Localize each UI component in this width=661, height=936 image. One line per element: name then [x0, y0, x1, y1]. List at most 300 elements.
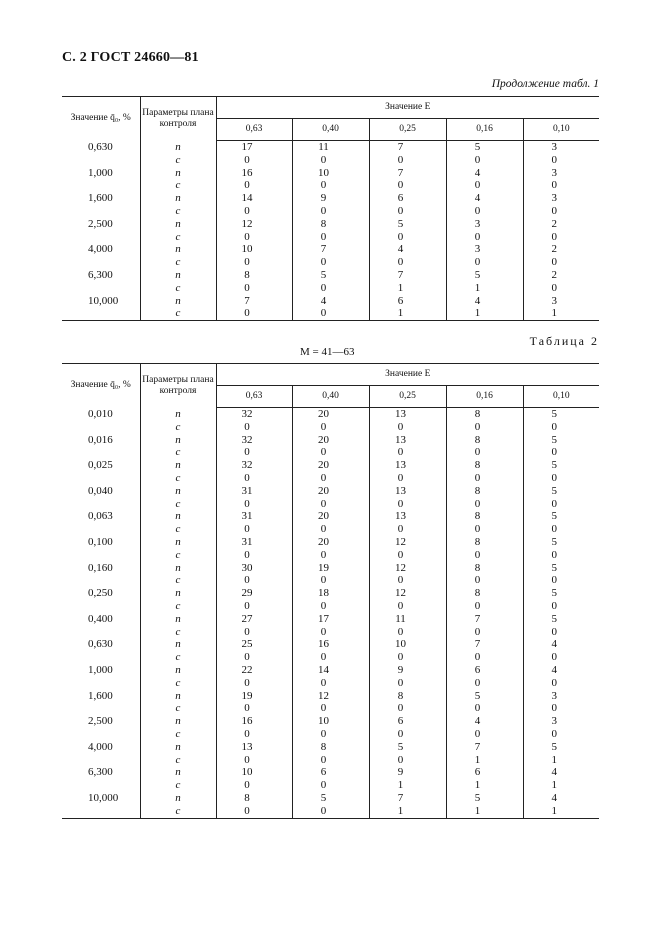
value-cell: 0 [292, 256, 369, 269]
param-symbol-cell: c [140, 205, 216, 218]
table-row [62, 651, 599, 664]
value-cell: 0 [292, 677, 369, 690]
value-cell: 8 [446, 434, 523, 447]
value-cell: 0 [216, 307, 292, 320]
value-cell: 20 [292, 510, 369, 523]
value-cell: 5 [523, 459, 599, 472]
value-cell: 0 [369, 205, 446, 218]
value-cell: 31 [241, 535, 253, 548]
value-cell: 8 [446, 408, 523, 421]
value-cell: 5 [523, 562, 599, 575]
value-cell: 11 [369, 613, 446, 626]
value-cell: 0 [523, 282, 599, 295]
table-row [62, 779, 599, 792]
value-cell: 0 [523, 498, 599, 511]
value-cell: 0 [523, 523, 599, 536]
param-symbol-cell: n [140, 434, 216, 447]
table-row [62, 741, 599, 754]
value-cell: 8 [446, 510, 523, 523]
value-cell: 20 [292, 536, 369, 549]
table-row [62, 446, 599, 459]
table-row [62, 587, 599, 600]
param-symbol-cell: n [140, 562, 216, 575]
q-value-cell [62, 728, 140, 741]
value-cell: 0 [369, 728, 446, 741]
table-row [62, 574, 599, 587]
value-cell: 32 [241, 433, 253, 446]
value-cell: 0 [523, 574, 599, 587]
table-row [62, 626, 599, 639]
value-cell: 4 [446, 192, 523, 205]
page-header: С. 2 ГОСТ 24660—81 [62, 50, 199, 65]
param-symbol-cell: c [140, 549, 216, 562]
e-group-header: Значение E [216, 97, 599, 119]
value-cell: 0 [446, 677, 523, 690]
value-cell: 0 [369, 256, 446, 269]
value-cell: 5 [446, 269, 523, 282]
value-cell: 0 [446, 256, 523, 269]
table-row [62, 766, 599, 779]
value-cell: 7 [446, 741, 523, 754]
q-value-cell [62, 549, 140, 562]
value-cell: 0 [244, 204, 250, 217]
value-cell: 0 [244, 599, 250, 612]
value-cell: 0 [369, 154, 446, 167]
value-cell: 1 [523, 754, 599, 767]
param-symbol-cell: n [140, 613, 216, 626]
value-cell: 19 [292, 562, 369, 575]
value-cell: 0 [369, 523, 446, 536]
value-cell: 12 [369, 536, 446, 549]
value-cell: 0 [369, 626, 446, 639]
value-cell: 6 [446, 766, 523, 779]
q-value-cell [62, 421, 140, 434]
value-cell: 12 [369, 562, 446, 575]
value-cell: 5 [369, 741, 446, 754]
value-cell: 0 [244, 230, 250, 243]
q-value-cell: 0,630 [62, 141, 140, 154]
continuation-caption: Продолжение табл. 1 [491, 78, 599, 90]
value-cell: 0 [292, 779, 369, 792]
e-value-header: 0,63 [216, 386, 292, 408]
param-symbol-cell: n [140, 141, 216, 154]
value-cell: 0 [369, 677, 446, 690]
value-cell: 27 [241, 612, 253, 625]
value-cell: 0 [244, 779, 250, 792]
value-cell: 0 [369, 472, 446, 485]
value-cell: 0 [523, 651, 599, 664]
q-value-cell: 0,400 [62, 613, 140, 626]
value-cell: 29 [241, 587, 253, 600]
q-value-cell: 0,040 [62, 485, 140, 498]
value-cell: 4 [523, 638, 599, 651]
table-row [62, 677, 599, 690]
value-cell: 0 [369, 600, 446, 613]
value-cell: 30 [241, 561, 253, 574]
param-symbol-cell: c [140, 626, 216, 639]
value-cell: 0 [292, 154, 369, 167]
value-cell: 0 [369, 574, 446, 587]
value-cell: 13 [369, 510, 446, 523]
value-cell: 8 [369, 690, 446, 703]
value-cell: 5 [523, 408, 599, 421]
q-value-cell: 0,160 [62, 562, 140, 575]
q-value-cell [62, 472, 140, 485]
table-row [62, 459, 599, 472]
param-symbol-cell: c [140, 677, 216, 690]
param-symbol-cell: c [140, 600, 216, 613]
value-cell: 10 [369, 638, 446, 651]
param-symbol-cell: c [140, 179, 216, 192]
q-value-cell [62, 626, 140, 639]
q-value-cell [62, 805, 140, 818]
table-row [62, 510, 599, 523]
value-cell: 0 [369, 231, 446, 244]
value-cell: 0 [244, 727, 250, 740]
q-value-cell [62, 574, 140, 587]
table-row [62, 154, 599, 167]
value-cell: 5 [369, 218, 446, 231]
value-cell: 0 [244, 676, 250, 689]
q-value-cell [62, 282, 140, 295]
value-cell: 0 [292, 702, 369, 715]
value-cell: 5 [523, 613, 599, 626]
param-symbol-cell: c [140, 728, 216, 741]
value-cell: 3 [523, 192, 599, 205]
q-value-cell [62, 446, 140, 459]
value-cell: 4 [523, 664, 599, 677]
value-cell: 10 [241, 766, 253, 779]
value-cell: 0 [244, 153, 250, 166]
table-row [62, 638, 599, 651]
value-cell: 3 [446, 243, 523, 256]
param-symbol-cell: n [140, 536, 216, 549]
table-row [62, 523, 599, 536]
value-cell: 9 [369, 664, 446, 677]
value-cell: 7 [446, 638, 523, 651]
value-cell: 7 [292, 243, 369, 256]
e-value-header: 0,40 [292, 386, 369, 408]
param-symbol-cell: c [140, 523, 216, 536]
value-cell: 3 [523, 690, 599, 703]
table-row [62, 421, 599, 434]
table-row [62, 231, 599, 244]
value-cell: 0 [523, 446, 599, 459]
value-cell: 6 [292, 766, 369, 779]
value-cell: 0 [523, 728, 599, 741]
q-value-cell: 1,600 [62, 690, 140, 703]
table-row [62, 728, 599, 741]
value-cell: 3 [523, 141, 599, 154]
table-row [62, 715, 599, 728]
param-symbol-cell: n [140, 690, 216, 703]
table-row [62, 485, 599, 498]
value-cell: 0 [292, 231, 369, 244]
q-value-cell [62, 523, 140, 536]
value-cell: 0 [292, 600, 369, 613]
value-cell: 5 [446, 141, 523, 154]
value-cell: 8 [446, 485, 523, 498]
value-cell: 0 [523, 702, 599, 715]
value-cell: 7 [446, 613, 523, 626]
q-value-cell: 1,600 [62, 192, 140, 205]
value-cell: 13 [369, 459, 446, 472]
value-cell: 6 [369, 295, 446, 308]
q-value-cell: 0,025 [62, 459, 140, 472]
q-value-cell [62, 677, 140, 690]
value-cell: 20 [292, 434, 369, 447]
q-value-cell: 6,300 [62, 269, 140, 282]
q-value-cell [62, 307, 140, 320]
value-cell: 1 [523, 805, 599, 818]
q-value-cell [62, 754, 140, 767]
value-cell: 5 [523, 741, 599, 754]
value-cell: 20 [292, 408, 369, 421]
value-cell: 0 [244, 625, 250, 638]
value-cell: 18 [292, 587, 369, 600]
table2-caption: Таблица 2 [529, 334, 599, 348]
value-cell: 12 [292, 690, 369, 703]
param-symbol-cell: c [140, 421, 216, 434]
value-cell: 1 [369, 282, 446, 295]
e-value-header: 0,63 [216, 119, 292, 141]
value-cell: 0 [446, 498, 523, 511]
param-symbol-cell: c [140, 754, 216, 767]
value-cell: 0 [446, 231, 523, 244]
value-cell: 1 [523, 779, 599, 792]
value-cell: 0 [523, 231, 599, 244]
param-symbol-cell: c [140, 154, 216, 167]
table-row [62, 792, 599, 805]
e-value-header: 0,10 [523, 386, 599, 408]
value-cell: 4 [523, 766, 599, 779]
value-cell: 1 [446, 779, 523, 792]
table-row [62, 408, 599, 421]
value-cell: 5 [446, 792, 523, 805]
param-symbol-cell: c [140, 256, 216, 269]
value-cell: 2 [523, 269, 599, 282]
value-cell: 5 [292, 269, 369, 282]
value-cell: 0 [244, 420, 250, 433]
q-column-header: Значение q̄₀, % [62, 364, 140, 408]
table-row [62, 562, 599, 575]
value-cell: 3 [446, 218, 523, 231]
value-cell: 0 [446, 205, 523, 218]
value-cell: 7 [369, 269, 446, 282]
param-symbol-cell: c [140, 446, 216, 459]
q-value-cell: 2,500 [62, 218, 140, 231]
e-value-header: 0,16 [446, 119, 523, 141]
value-cell: 10 [241, 243, 253, 256]
value-cell: 12 [241, 217, 253, 230]
param-symbol-cell: n [140, 485, 216, 498]
value-cell: 14 [241, 192, 253, 205]
value-cell: 0 [244, 574, 250, 587]
value-cell: 0 [446, 626, 523, 639]
value-cell: 1 [369, 805, 446, 818]
value-cell: 4 [523, 792, 599, 805]
param-symbol-cell: c [140, 805, 216, 818]
param-symbol-cell: n [140, 741, 216, 754]
value-cell: 6 [446, 664, 523, 677]
value-cell: 11 [292, 141, 369, 154]
value-cell: 0 [292, 523, 369, 536]
value-cell: 0 [292, 446, 369, 459]
value-cell: 0 [216, 805, 292, 818]
value-cell: 13 [369, 485, 446, 498]
table-2 [62, 363, 599, 819]
value-cell: 0 [446, 549, 523, 562]
param-symbol-cell: n [140, 218, 216, 231]
params-column-header: Параметры плана контроля [140, 97, 216, 141]
q-value-cell [62, 154, 140, 167]
value-cell: 4 [369, 243, 446, 256]
q-value-cell [62, 179, 140, 192]
value-cell: 7 [369, 141, 446, 154]
table-row [62, 218, 599, 231]
q-value-cell [62, 702, 140, 715]
e-value-header: 0,10 [523, 119, 599, 141]
value-cell: 9 [292, 192, 369, 205]
table-row [62, 600, 599, 613]
value-cell: 0 [369, 421, 446, 434]
value-cell: 4 [446, 295, 523, 308]
value-cell: 20 [292, 459, 369, 472]
value-cell: 0 [292, 574, 369, 587]
param-symbol-cell: c [140, 282, 216, 295]
value-cell: 0 [446, 446, 523, 459]
value-cell: 0 [292, 754, 369, 767]
table-row [62, 498, 599, 511]
q-value-cell [62, 231, 140, 244]
value-cell: 0 [446, 523, 523, 536]
param-symbol-cell: c [140, 574, 216, 587]
value-cell: 20 [292, 485, 369, 498]
q-value-cell: 10,000 [62, 792, 140, 805]
value-cell: 14 [292, 664, 369, 677]
param-symbol-cell: n [140, 766, 216, 779]
value-cell: 0 [446, 574, 523, 587]
value-cell: 5 [523, 587, 599, 600]
value-cell: 0 [244, 753, 250, 766]
q-value-cell: 0,630 [62, 638, 140, 651]
param-symbol-cell: c [140, 472, 216, 485]
q-value-cell: 2,500 [62, 715, 140, 728]
value-cell: 0 [244, 523, 250, 536]
value-cell: 0 [244, 179, 250, 192]
value-cell: 8 [244, 268, 250, 281]
value-cell: 0 [292, 205, 369, 218]
table2-subtitle: M = 41—63 [300, 346, 355, 358]
param-symbol-cell: n [140, 243, 216, 256]
value-cell: 13 [369, 434, 446, 447]
value-cell: 0 [244, 651, 250, 664]
value-cell: 3 [523, 715, 599, 728]
q-value-cell: 6,300 [62, 766, 140, 779]
value-cell: 22 [241, 663, 253, 676]
value-cell: 17 [292, 613, 369, 626]
value-cell: 0 [369, 754, 446, 767]
table-row [62, 307, 599, 320]
e-value-header: 0,25 [369, 119, 446, 141]
value-cell: 0 [446, 179, 523, 192]
value-cell: 25 [241, 638, 253, 651]
value-cell: 0 [292, 472, 369, 485]
value-cell: 0 [292, 421, 369, 434]
value-cell: 0 [446, 728, 523, 741]
param-symbol-cell: c [140, 651, 216, 664]
value-cell: 5 [446, 690, 523, 703]
value-cell: 1 [523, 307, 599, 320]
table-row [62, 664, 599, 677]
q-value-cell: 0,063 [62, 510, 140, 523]
value-cell: 0 [523, 205, 599, 218]
value-cell: 4 [446, 715, 523, 728]
table-row [62, 472, 599, 485]
value-cell: 0 [369, 446, 446, 459]
value-cell: 0 [292, 805, 369, 818]
e-value-header: 0,16 [446, 386, 523, 408]
value-cell: 5 [523, 510, 599, 523]
value-cell: 31 [241, 484, 253, 497]
q-value-cell [62, 256, 140, 269]
value-cell: 5 [292, 792, 369, 805]
value-cell: 12 [369, 587, 446, 600]
value-cell: 6 [369, 715, 446, 728]
table-row [62, 434, 599, 447]
table-row [62, 205, 599, 218]
q-value-cell: 0,010 [62, 408, 140, 421]
value-cell: 0 [244, 281, 250, 294]
param-symbol-cell: n [140, 269, 216, 282]
value-cell: 1 [369, 779, 446, 792]
value-cell: 13 [241, 740, 253, 753]
table-1 [62, 96, 599, 321]
param-symbol-cell: n [140, 295, 216, 308]
table-row [62, 141, 599, 154]
value-cell: 0 [523, 600, 599, 613]
value-cell: 16 [292, 638, 369, 651]
value-cell: 7 [244, 294, 250, 307]
value-cell: 3 [523, 167, 599, 180]
value-cell: 19 [241, 689, 253, 702]
param-symbol-cell: c [140, 307, 216, 320]
param-symbol-cell: c [140, 498, 216, 511]
value-cell: 0 [292, 626, 369, 639]
value-cell: 10 [292, 167, 369, 180]
value-cell: 1 [446, 307, 523, 320]
q-value-cell [62, 205, 140, 218]
q-value-cell: 1,000 [62, 664, 140, 677]
value-cell: 0 [292, 728, 369, 741]
value-cell: 0 [446, 651, 523, 664]
q-value-cell: 4,000 [62, 741, 140, 754]
param-symbol-cell: n [140, 587, 216, 600]
value-cell: 0 [369, 498, 446, 511]
e-group-header: Значение E [216, 364, 599, 386]
value-cell: 5 [523, 536, 599, 549]
value-cell: 0 [292, 179, 369, 192]
q-value-cell [62, 498, 140, 511]
value-cell: 16 [241, 715, 253, 728]
value-cell: 0 [292, 549, 369, 562]
value-cell: 0 [446, 421, 523, 434]
e-value-header: 0,25 [369, 386, 446, 408]
value-cell: 13 [369, 408, 446, 421]
value-cell: 0 [244, 471, 250, 484]
value-cell: 5 [523, 434, 599, 447]
value-cell: 9 [369, 766, 446, 779]
